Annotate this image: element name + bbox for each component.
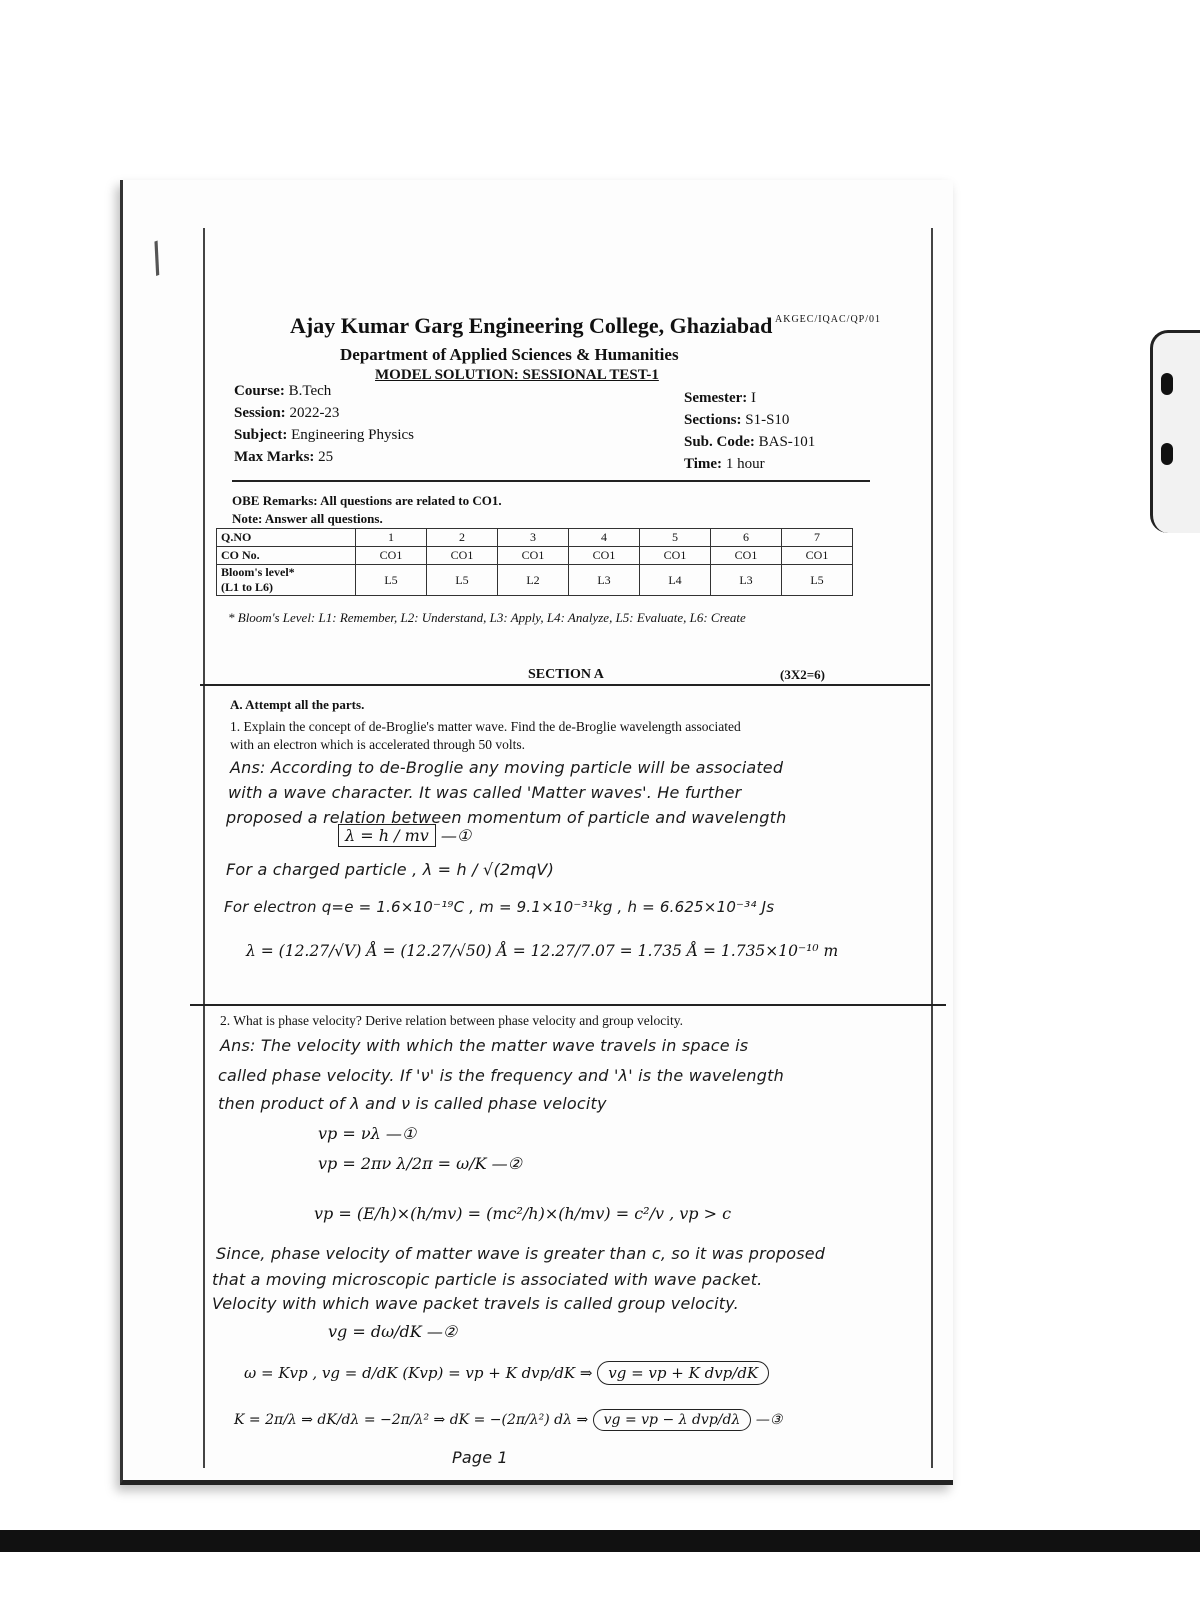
level-cell: L4 (640, 565, 711, 596)
pen-mark: ∕ (142, 234, 171, 282)
note: Note: Answer all questions. (232, 511, 383, 526)
co-cell: CO1 (498, 547, 569, 565)
q-number-cell: 6 (711, 529, 782, 547)
obe-remarks: OBE Remarks: All questions are related to CO1. (232, 493, 502, 508)
q2-equation-5: ω = Kvp , vg = d/dK (Kvp) = vp + K dvp/dK ⇒ vg = vp + K dvp/dK (244, 1364, 769, 1382)
binder-clip (1150, 330, 1200, 533)
q-number-cell: 3 (498, 529, 569, 547)
header-divider (232, 480, 870, 482)
level-cell: L5 (427, 565, 498, 596)
q1-answer-line: proposed a relation between momentum of particle and wavelength (226, 808, 787, 827)
co-mapping-table (216, 528, 853, 596)
co-cell: CO1 (356, 547, 427, 565)
q2-final-box: vg = vp − λ dvp/dλ (593, 1409, 752, 1431)
sub-code-line: Sub. Code: BAS-101 (684, 434, 816, 450)
level-cell: L3 (569, 565, 640, 596)
level-cell: L5 (782, 565, 853, 596)
q2-equation-4: vg = dω/dK —② (328, 1322, 458, 1341)
q2-equation-3: vp = (E/h)×(h/mv) = (mc²/h)×(h/mv) = c²/v , vp > c (314, 1204, 732, 1223)
q-number-cell: 4 (569, 529, 640, 547)
co-cell: CO1 (711, 547, 782, 565)
q1-equation-1: λ = h / mv —① (338, 826, 471, 845)
level-cell: L3 (711, 565, 782, 596)
subject-line: Subject: Engineering Physics (234, 427, 414, 443)
table-row (217, 565, 853, 596)
course-line: Course: B.Tech (234, 383, 332, 399)
q-number-cell: 2 (427, 529, 498, 547)
document-title: MODEL SOLUTION: SESSIONAL TEST-1 (375, 367, 659, 383)
q2-equation-2: vp = 2πν λ/2π = ω/K —② (318, 1154, 522, 1173)
bloom-legend: * Bloom's Level: L1: Remember, L2: Understand, L3: Apply, L4: Analyze, L5: Evaluate, L6: Create (228, 610, 746, 625)
q2-answer-line: then product of λ and ν is called phase velocity (218, 1094, 607, 1113)
q2-answer-line: Ans: The velocity with which the matter wave travels in space is (220, 1036, 749, 1055)
time-line: Time: 1 hour (684, 456, 765, 472)
q1-answer-line: Ans: According to de-Broglie any moving particle will be associated (230, 758, 784, 777)
clip-hole (1161, 373, 1173, 395)
co-cell: CO1 (782, 547, 853, 565)
level-cell: L5 (356, 565, 427, 596)
table-edge (0, 1530, 1200, 1552)
max-marks-line: Max Marks: 25 (234, 449, 334, 465)
q-number-cell: 7 (782, 529, 853, 547)
margin-line (203, 228, 205, 1468)
table-row (217, 547, 853, 565)
q2-answer-line: called phase velocity. If 'ν' is the frequency and 'λ' is the wavelength (218, 1066, 784, 1085)
co-cell: CO1 (569, 547, 640, 565)
table-row (217, 529, 853, 547)
q1-answer-line: with a wave character. It was called 'Matter waves'. He further (228, 783, 742, 802)
document-code: AKGEC/IQAC/QP/01 (775, 314, 882, 325)
row-header: Q.NO (217, 529, 356, 547)
section-title: SECTION A (528, 667, 604, 682)
college-name: Ajay Kumar Garg Engineering College, Ghaziabad (290, 313, 773, 338)
level-cell: L2 (498, 565, 569, 596)
clip-hole (1161, 443, 1173, 465)
q1-electron-values: For electron q=e = 1.6×10⁻¹⁹C , m = 9.1×10⁻³¹kg , h = 6.625×10⁻³⁴ Js (224, 898, 775, 916)
q2-question: 2. What is phase velocity? Derive relation between phase velocity and group velocity. (220, 1013, 683, 1028)
co-cell: CO1 (640, 547, 711, 565)
semester-line: Semester: I (684, 390, 757, 406)
q2-since-line: that a moving microscopic particle is associated with wave packet. (212, 1270, 763, 1289)
page-number: Page 1 (452, 1448, 508, 1467)
q2-since-line: Since, phase velocity of matter wave is greater than c, so it was proposed (216, 1244, 826, 1263)
q2-since-line: Velocity with which wave packet travels is called group velocity. (212, 1294, 739, 1313)
q-number-cell: 5 (640, 529, 711, 547)
row-header: Bloom's level* (L1 to L6) (217, 565, 356, 596)
q1-question-line: 1. Explain the concept of de-Broglie's matter wave. Find the de-Broglie wavelength associated (230, 719, 741, 734)
q2-result-box: vg = vp + K dvp/dK (597, 1361, 769, 1385)
co-cell: CO1 (427, 547, 498, 565)
q2-equation-1: vp = νλ —① (318, 1124, 417, 1143)
section-divider (200, 684, 930, 686)
q1-result: λ = (12.27/√V) Å = (12.27/√50) Å = 12.27/7.07 = 1.735 Å = 1.735×10⁻¹⁰ m (246, 942, 839, 960)
section-instruction: A. Attempt all the parts. (230, 697, 365, 712)
department-name: Department of Applied Sciences & Humanities (340, 345, 679, 364)
q2-equation-6: K = 2π/λ ⇒ dK/dλ = −2π/λ² ⇒ dK = −(2π/λ²) dλ ⇒ vg = vp − λ dvp/dλ —③ (234, 1412, 782, 1428)
question-divider (190, 1004, 946, 1006)
q1-charged-particle: For a charged particle , λ = h / √(2mqV) (226, 860, 555, 879)
session-line: Session: 2022-23 (234, 405, 340, 421)
section-marks: (3X2=6) (780, 667, 825, 682)
q1-question-line: with an electron which is accelerated through 50 volts. (230, 737, 526, 752)
sections-line: Sections: S1-S10 (684, 412, 790, 428)
row-header: CO No. (217, 547, 356, 565)
q-number-cell: 1 (356, 529, 427, 547)
right-border-line (931, 228, 933, 1468)
